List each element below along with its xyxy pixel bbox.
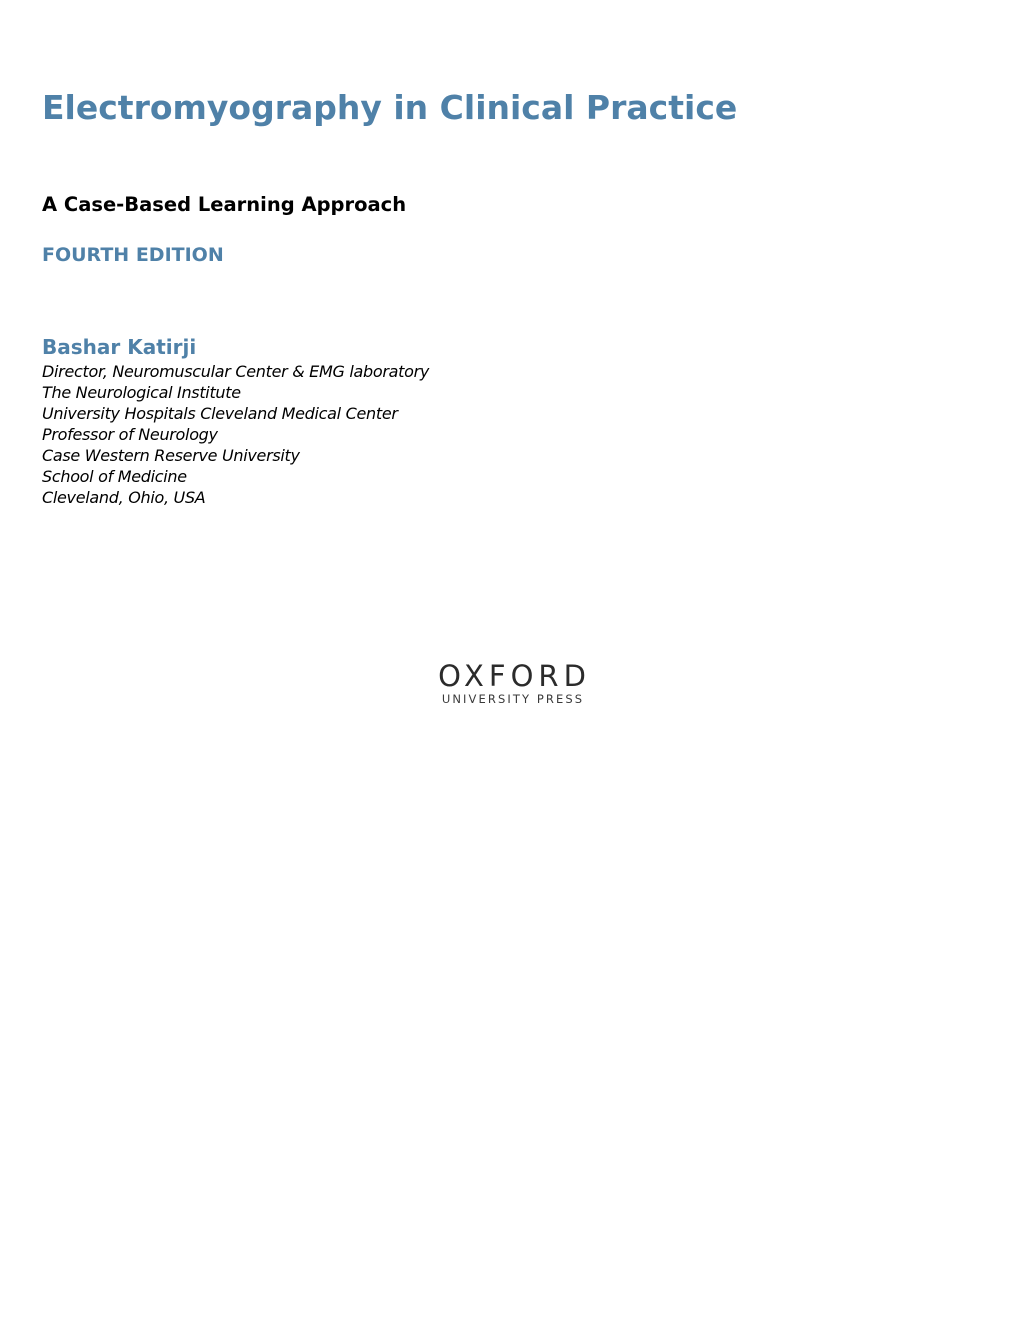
book-subtitle: A Case-Based Learning Approach bbox=[42, 193, 407, 216]
affiliation-line: Case Western Reserve University bbox=[42, 446, 300, 465]
publisher-logo-main: OXFORD bbox=[438, 659, 591, 693]
affiliation-line: Cleveland, Ohio, USA bbox=[42, 488, 206, 507]
affiliation-line: The Neurological Institute bbox=[42, 383, 241, 402]
publisher-logo-sub: UNIVERSITY PRESS bbox=[441, 692, 585, 706]
book-edition: FOURTH EDITION bbox=[42, 244, 224, 266]
affiliation-line: Professor of Neurology bbox=[42, 425, 218, 444]
publisher-logo bbox=[424, 660, 600, 712]
author-affiliations bbox=[42, 361, 429, 508]
book-title: Electromyography in Clinical Practice bbox=[42, 88, 738, 127]
author-block bbox=[42, 333, 429, 508]
author-name: Bashar Katirji bbox=[42, 335, 197, 359]
affiliation-line: School of Medicine bbox=[42, 467, 187, 486]
affiliation-line: University Hospitals Cleveland Medical Center bbox=[42, 404, 398, 423]
affiliation-line: Director, Neuromuscular Center & EMG laboratory bbox=[42, 362, 430, 381]
